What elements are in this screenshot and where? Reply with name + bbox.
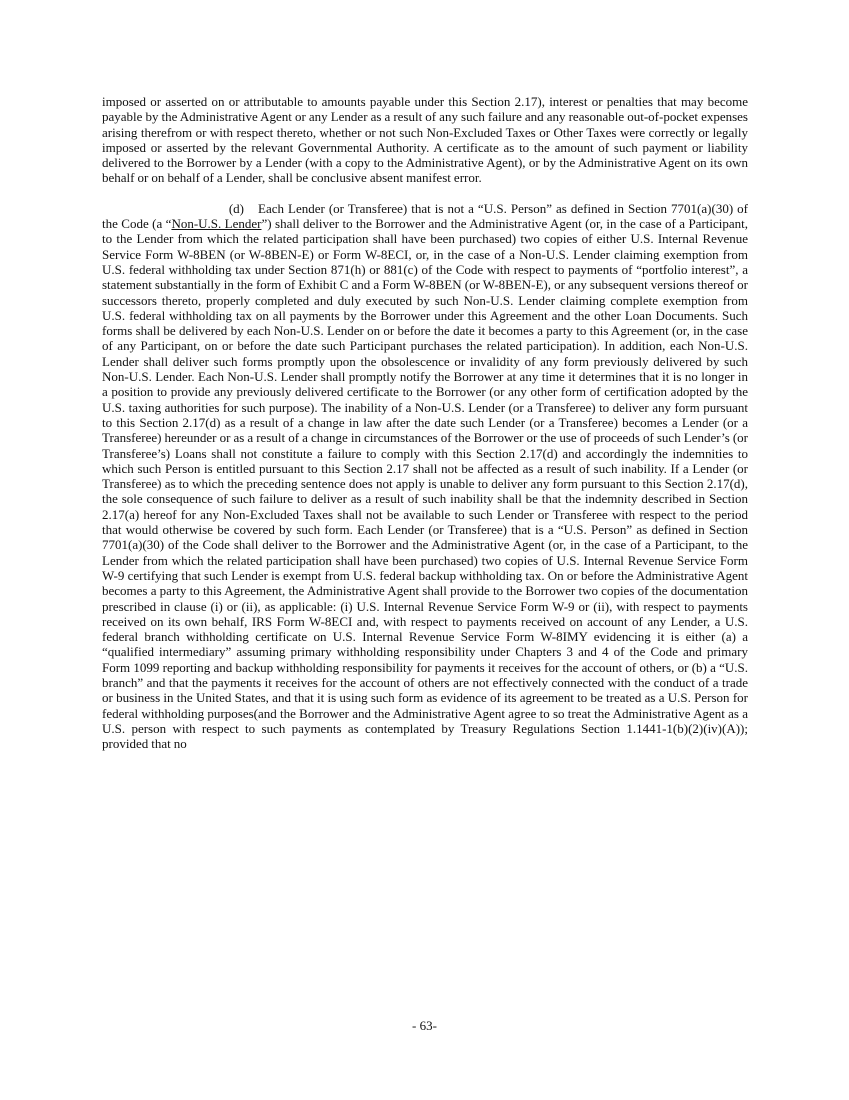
defined-term-non-us-lender: Non-U.S. Lender [171,216,262,232]
paragraph-continuation: imposed or asserted on or attributable to amounts payable under this Section 2.17), interest or penalties that may become payable by the Administrative Agent or any Lender as a result of any such failure and any reasonable out-of-pocket expenses arising therefrom or with respect thereto, whether or not such Non-Excluded Taxes or Other Taxes were correctly or legally imposed or asserted by the relevant Governmental Authority. A certificate as to the amount of such payment or liability delivered to the Borrower by a Lender (with a copy to the Administrative Agent), or by the Administrative Agent on its own behalf or on behalf of a Lender, shall be conclusive absent manifest error. [102,94,748,186]
clause-label-d: (d) [228,200,244,216]
paragraph-section-d [102,201,748,752]
document-page [102,94,748,751]
section-d-text-lead: Each Lender (or Transferee) that is not a “U.S. Person” as defined in Section 7701(a)(30) of the Code (a “ [102,200,748,232]
paragraph-indent [102,201,244,216]
section-d-text-body: ”) shall deliver to the Borrower and the Administrative Agent (or, in the case of a Participant, to the Lender from which the related participation shall have been purchased) two copies of either U.S. Internal Revenue Service Form W-8BEN (or W-8BEN-E) or Form W-8ECI, or, in the case of a Non-U.S. Lender claiming exemption from U.S. federal withholding tax under Section 871(h) or 881(c) of the Code with respect to payments of “portfolio interest”, a statement substantially in the form of Exhibit C and a Form W-8BEN (or W-8BEN-E), or any subsequent versions thereof or successors thereto, properly completed and duly executed by such Non-U.S. Lender claiming complete exemption from U.S. federal withholding tax on all payments by the Borrower under this Agreement and the other Loan Documents. Such forms shall be delivered by each Non-U.S. Lender on or before the date it becomes a party to this Agreement (or, in the case of any Participant, on or before the date such Participant purchases the related participation). In addition, each Non-U.S. Lender shall deliver such forms promptly upon the obsolescence or invalidity of any form previously delivered by such Non-U.S. Lender. Each Non-U.S. Lender shall promptly notify the Borrower at any time it determines that it is no longer in a position to provide any previously delivered certificate to the Borrower (or any other form of certification adopted by the U.S. taxing authorities for such purpose). The inability of a Non-U.S. Lender (or a Transferee) to deliver any form pursuant to this Section 2.17(d) as a result of a change in law after the date such Lender (or a Transferee) becomes a Lender (or a Transferee) hereunder or as a result of a change in circumstances of the Borrower or the use of proceeds of such Lender’s (or Transferee’s) Loans shall not constitute a failure to comply with this Section 2.17(d) and accordingly the indemnities to which such Person is entitled pursuant to this Section 2.17 shall not be affected as a result of such inability. If a Lender (or Transferee) as to which the preceding sentence does not apply is unable to deliver any form pursuant to this Section 2.17(d), the sole consequence of such failure to deliver as a result of such inability shall be that the indemnity described in Section 2.17(a) hereof for any Non-Excluded Taxes shall not be available to such Lender or Transferee with respect to the period that would otherwise be covered by such form. Each Lender (or Transferee) that is a “U.S. Person” as defined in Section 7701(a)(30) of the Code shall deliver to the Borrower and the Administrative Agent (or, in the case of a Participant, to the Lender from which the related participation shall have been purchased) two copies of U.S. Internal Revenue Service Form W-9 certifying that such Lender is exempt from U.S. federal backup withholding tax. On or before the Administrative Agent becomes a party to this Agreement, the Administrative Agent shall provide to the Borrower two copies of the documentation prescribed in clause (i) or (ii), as applicable: (i) U.S. Internal Revenue Service Form W-9 or (ii), with respect to payments received on its own behalf, IRS Form W-8ECI and, with respect to payments received on account of any Lender, a U.S. federal branch withholding certificate on U.S. Internal Revenue Service Form W-8IMY evidencing it is either (a) a “qualified intermediary” assuming primary withholding responsibility under Chapters 3 and 4 of the Code and primary Form 1099 reporting and backup withholding responsibility for payments it receives for the account of others, or (b) a “U.S. branch” and that the payments it receives for the account of others are not effectively connected with the conduct of a trade or business in the United States, and that it is using such form as evidence of its agreement to be treated as a U.S. Person for federal withholding purposes(and the Borrower and the Administrative Agent agree to so treat the Administrative Agent as a U.S. person with respect to such payments as contemplated by Treasury Regulations Section 1.1441-1(b)(2)(iv)(A)); provided that no [102,216,749,752]
page-number: - 63- [412,1018,437,1033]
